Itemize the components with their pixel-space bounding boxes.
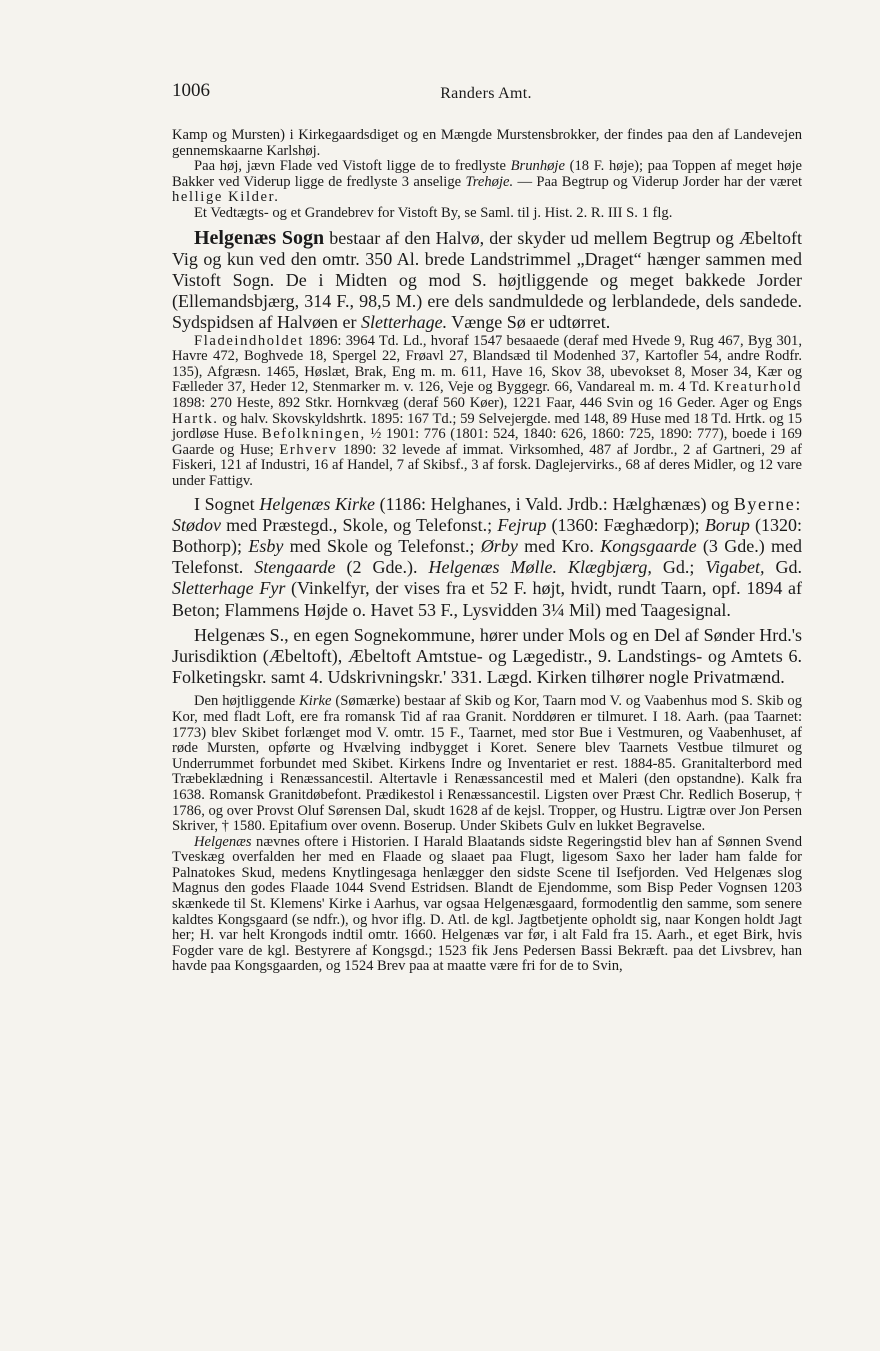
text: (18 F. høje); paa Toppen af meget høje Bakker ved Viderup ligge de fredlyste 3 anselige <box>172 158 802 190</box>
text: Paa høj, jævn Flade ved Vistoft ligge de to fredlyste <box>194 158 511 175</box>
text <box>557 557 568 577</box>
place-name: Esby <box>248 535 284 556</box>
place-name: Borup <box>704 514 750 535</box>
text: (3 Gde.) med Telefonst. <box>172 535 803 578</box>
page-number: 1006 <box>172 80 210 101</box>
spaced-term: Kreaturhold <box>713 379 802 396</box>
page-body <box>172 128 802 975</box>
spaced-term: Befolkningen, <box>261 426 366 443</box>
term: Kirke <box>299 693 332 710</box>
place-name: Trehøje. <box>465 173 514 190</box>
text: (Sømærke) bestaar af Skib og Kor, Taarn mod V. og Vaabenhus mod S. Skib og Kor, med fladt Loft, ere fra romansk Tid af raa Granit. Norddøren er tilmuret. I 18. Aarh. (paa Taarnet: 1773) blev Skibet forlænget mod V. omtr. 15 F., Taarnet, med stor Bue i Vestmuren, og Vaabenhuset, af røde Mursten, opførte og Hvælving indbygget i Koret. Senere blev Taarnets Vestbue tilmuret og Underrummet forbundet med Skibet. Kirkens Indre og Inventariet er rest. 1884-85. Granitalterbord med Træbeklædning i Renæssancestil. Altertavle i Renæssancestil med et Maleri (den opstandne). Kalk fra 1638. Romansk Granitdøbefont. Prædikestol i Renæssancestil. Ligsten over Præst Chr. Redlich Boserup, † 1786, og over Provst Oluf Sørensen Dal, skudt 1628 af de kejsl. Tropper, og Hustru. Ligtræ over Jon Persen Skriver, † 1580. Epitafium over ovenn. Boserup. Under Skibets Gulv en lukket Begravelse. <box>172 693 802 835</box>
spaced-term: hellige Kilder. <box>172 189 280 206</box>
text: med Skole og Telefonst.; <box>283 535 481 556</box>
spaced-term: Fladeindholdet <box>194 332 304 349</box>
text: (2 Gde.). <box>335 557 429 578</box>
text: Vænge Sø er udtørret. <box>447 312 611 333</box>
place-name: Vigabet, <box>705 557 765 578</box>
spaced-term: Byerne: <box>733 493 802 514</box>
paragraph-vedtaegt <box>172 206 802 222</box>
place-name: Ørby <box>480 535 518 556</box>
text: med Præstegd., Skole, og Telefonst.; <box>221 514 498 535</box>
paragraph-statistics <box>172 334 802 490</box>
text: med Kro. <box>517 535 601 556</box>
place-name: Stengaarde <box>254 557 336 578</box>
text: Helgenæs S., en egen Sognekommune, hører under Mols og en Del af Sønder Hrd.'s Jurisdiktion (Æbeltoft), Æbeltoft Amtstue- og Lægedistr., 9. Landstings- og Amtets 6. Folketingskr. samt 4. Udskrivningskr.' 331. Lægd. Kirken tilhører nogle Privatmænd. <box>172 624 802 688</box>
text: Den højtliggende <box>194 693 300 710</box>
place-name: Kongsgaarde <box>600 535 697 556</box>
text: (Vinkelfyr, der vises fra et 52 F. højt, hvidt, rundt Taarn, opf. 1894 af Beton; Flammens Højde o. Havet 53 F., Lysvidden 3¼ Mil) med Taagesignal. <box>172 578 802 620</box>
place-name: Sletterhage Fyr <box>172 578 286 599</box>
text: (1360: Fæghædorp); <box>546 514 705 535</box>
text: (1320: Bothorp); <box>172 514 803 556</box>
place-name: Stødov <box>172 514 221 535</box>
place-name: Helgenæs Mølle. <box>428 557 557 578</box>
spaced-term: Erhverv <box>279 441 338 458</box>
text: Kamp og Mursten) i Kirkegaardsdiget og en Mængde Murstensbrokker, der findes paa den af Landevejen gennemskaarne Karlshøj. <box>172 127 802 159</box>
place-name: Fejrup <box>497 514 547 535</box>
paragraph-byerne <box>172 494 802 621</box>
text: Et Vedtægts- og et Grandebrev for Vistoft By, se Saml. til j. Hist. 2. R. III S. 1 flg. <box>194 204 673 221</box>
place-name: Sletterhage. <box>360 312 448 333</box>
text: 1898: 270 Heste, 892 Stkr. Hornkvæg (deraf 560 Køer), 1221 Faar, 446 Svin og 16 Geder. Ager og Engs <box>172 394 802 411</box>
text: Gd.; <box>651 557 706 578</box>
text: Gd. <box>764 557 803 578</box>
text: (1186: Helghanes, i Vald. Jrdb.: Hælghænæs) og <box>374 493 734 514</box>
paragraph-kirke <box>172 694 802 834</box>
text: bestaar af den Halvø, der skyder ud mellem Begtrup og Æbeltoft Vig og kun ved den omtr. 350 Al. brede Landstrimmel „Draget“ hænger sammen med Vistoft Sogn. De i Midten og mod S. højtliggende og meget bakkede Jorder (Ellemandsbjærg, 314 F., 98,5 M.) ere dels sandmuldede og lerblandede, dels sandede. Sydspidsen af Halvøen er <box>172 227 802 333</box>
text: 1896: 3964 Td. Ld., hvoraf 1547 besaaede (deraf med Hvede 9, Rug 467, Byg 301, Havre 472, Boghvede 18, Spergel 22, Frøavl 27, Blandsæd til Modenhed 37, Kartofler 54, andre Rodfr. 135), Afgræsn. 1465, Høslæt, Brak, Eng m. m. 611, Have 16, Skov 38, ubevokset 8, Moser 34, Kær og Fælleder 37, Heder 12, Stenmarker m. v. 126, Veje og Byggegr. 66, Vandareal m. m. 4 Td. <box>172 332 802 396</box>
text: ½ 1901: 776 (1801: 524, 1840: 626, 1860: 725, 1890: 777), boede i 169 Gaarde og Huse; <box>172 426 802 458</box>
paragraph-karlshoj <box>172 128 802 159</box>
paragraph-historie <box>172 835 802 975</box>
section-heading: Helgenæs Sogn <box>194 226 325 249</box>
page-header <box>172 80 800 106</box>
place-name: Klægbjærg, <box>568 557 652 578</box>
text: og halv. Skovskyldshrtk. 1895: 167 Td.; 59 Selvejergde. med 148, 89 Huse med 18 Td. Hrtk. og 15 jordløse Huse. <box>172 410 802 443</box>
text: 1890: 32 levede af immat. Virksomhed, 487 af Jordbr., 2 af Gartneri, 29 af Fiskeri, 121 af Industri, 16 af Handel, 7 af Skibsf., 3 af forsk. Daglejervirks., 68 af deres Midler, og 12 vare under Fattigv. <box>172 441 802 489</box>
text: — Paa Begtrup og Viderup Jorder har der været <box>513 173 802 190</box>
place-name: Helgenæs <box>194 833 252 850</box>
paragraph-helgenaes-sogn <box>172 228 802 334</box>
text: I Sognet <box>194 493 260 514</box>
spaced-term: Hartk. <box>172 410 219 427</box>
paragraph-fredlyste-hoje <box>172 159 802 206</box>
place-name: Helgenæs Kirke <box>259 493 375 514</box>
place-name: Brunhøje <box>510 158 565 175</box>
running-title: Randers Amt. <box>440 85 532 102</box>
paragraph-sognekommune <box>172 625 802 689</box>
text: nævnes oftere i Historien. I Harald Blaatands sidste Regeringstid blev han af Sønnen Svend Tveskæg overfalden her med en Flaade og slaaet paa Flugt, ligesom Saxo her lader ham falde for Palnatokes Skud, medens Knytlingesaga henlægger den sidste Scene til Isefjorden. Ved Helgenæs slog Magnus den godes Flaade 1044 Svend Estridsen. Blandt de Ejendomme, som Bisp Peder Vognsen 1203 skænkede til St. Klemens' Kirke i Aarhus, var ogsaa Helgenæsgaard, formodentlig den samme, som senere kaldtes Kongsgaard (se ndfr.), og hvor iflg. D. Atl. de kgl. Jagtbetjente opholdt sig, naar Kongen holdt Jagt her; H. var helt Krongods indtil omtr. 1660. Helgenæs var før, i alt Fald fra 15. Aarh., et eget Birk, hvis Fogder vare de kgl. Bestyrere af Kongsgd.; 1523 fik Jens Pedersen Bassi Bekræft. paa det Livsbrev, han havde paa Kongsgaarden, og 1524 Brev paa at maatte være fri for de to Svin, <box>172 833 802 975</box>
